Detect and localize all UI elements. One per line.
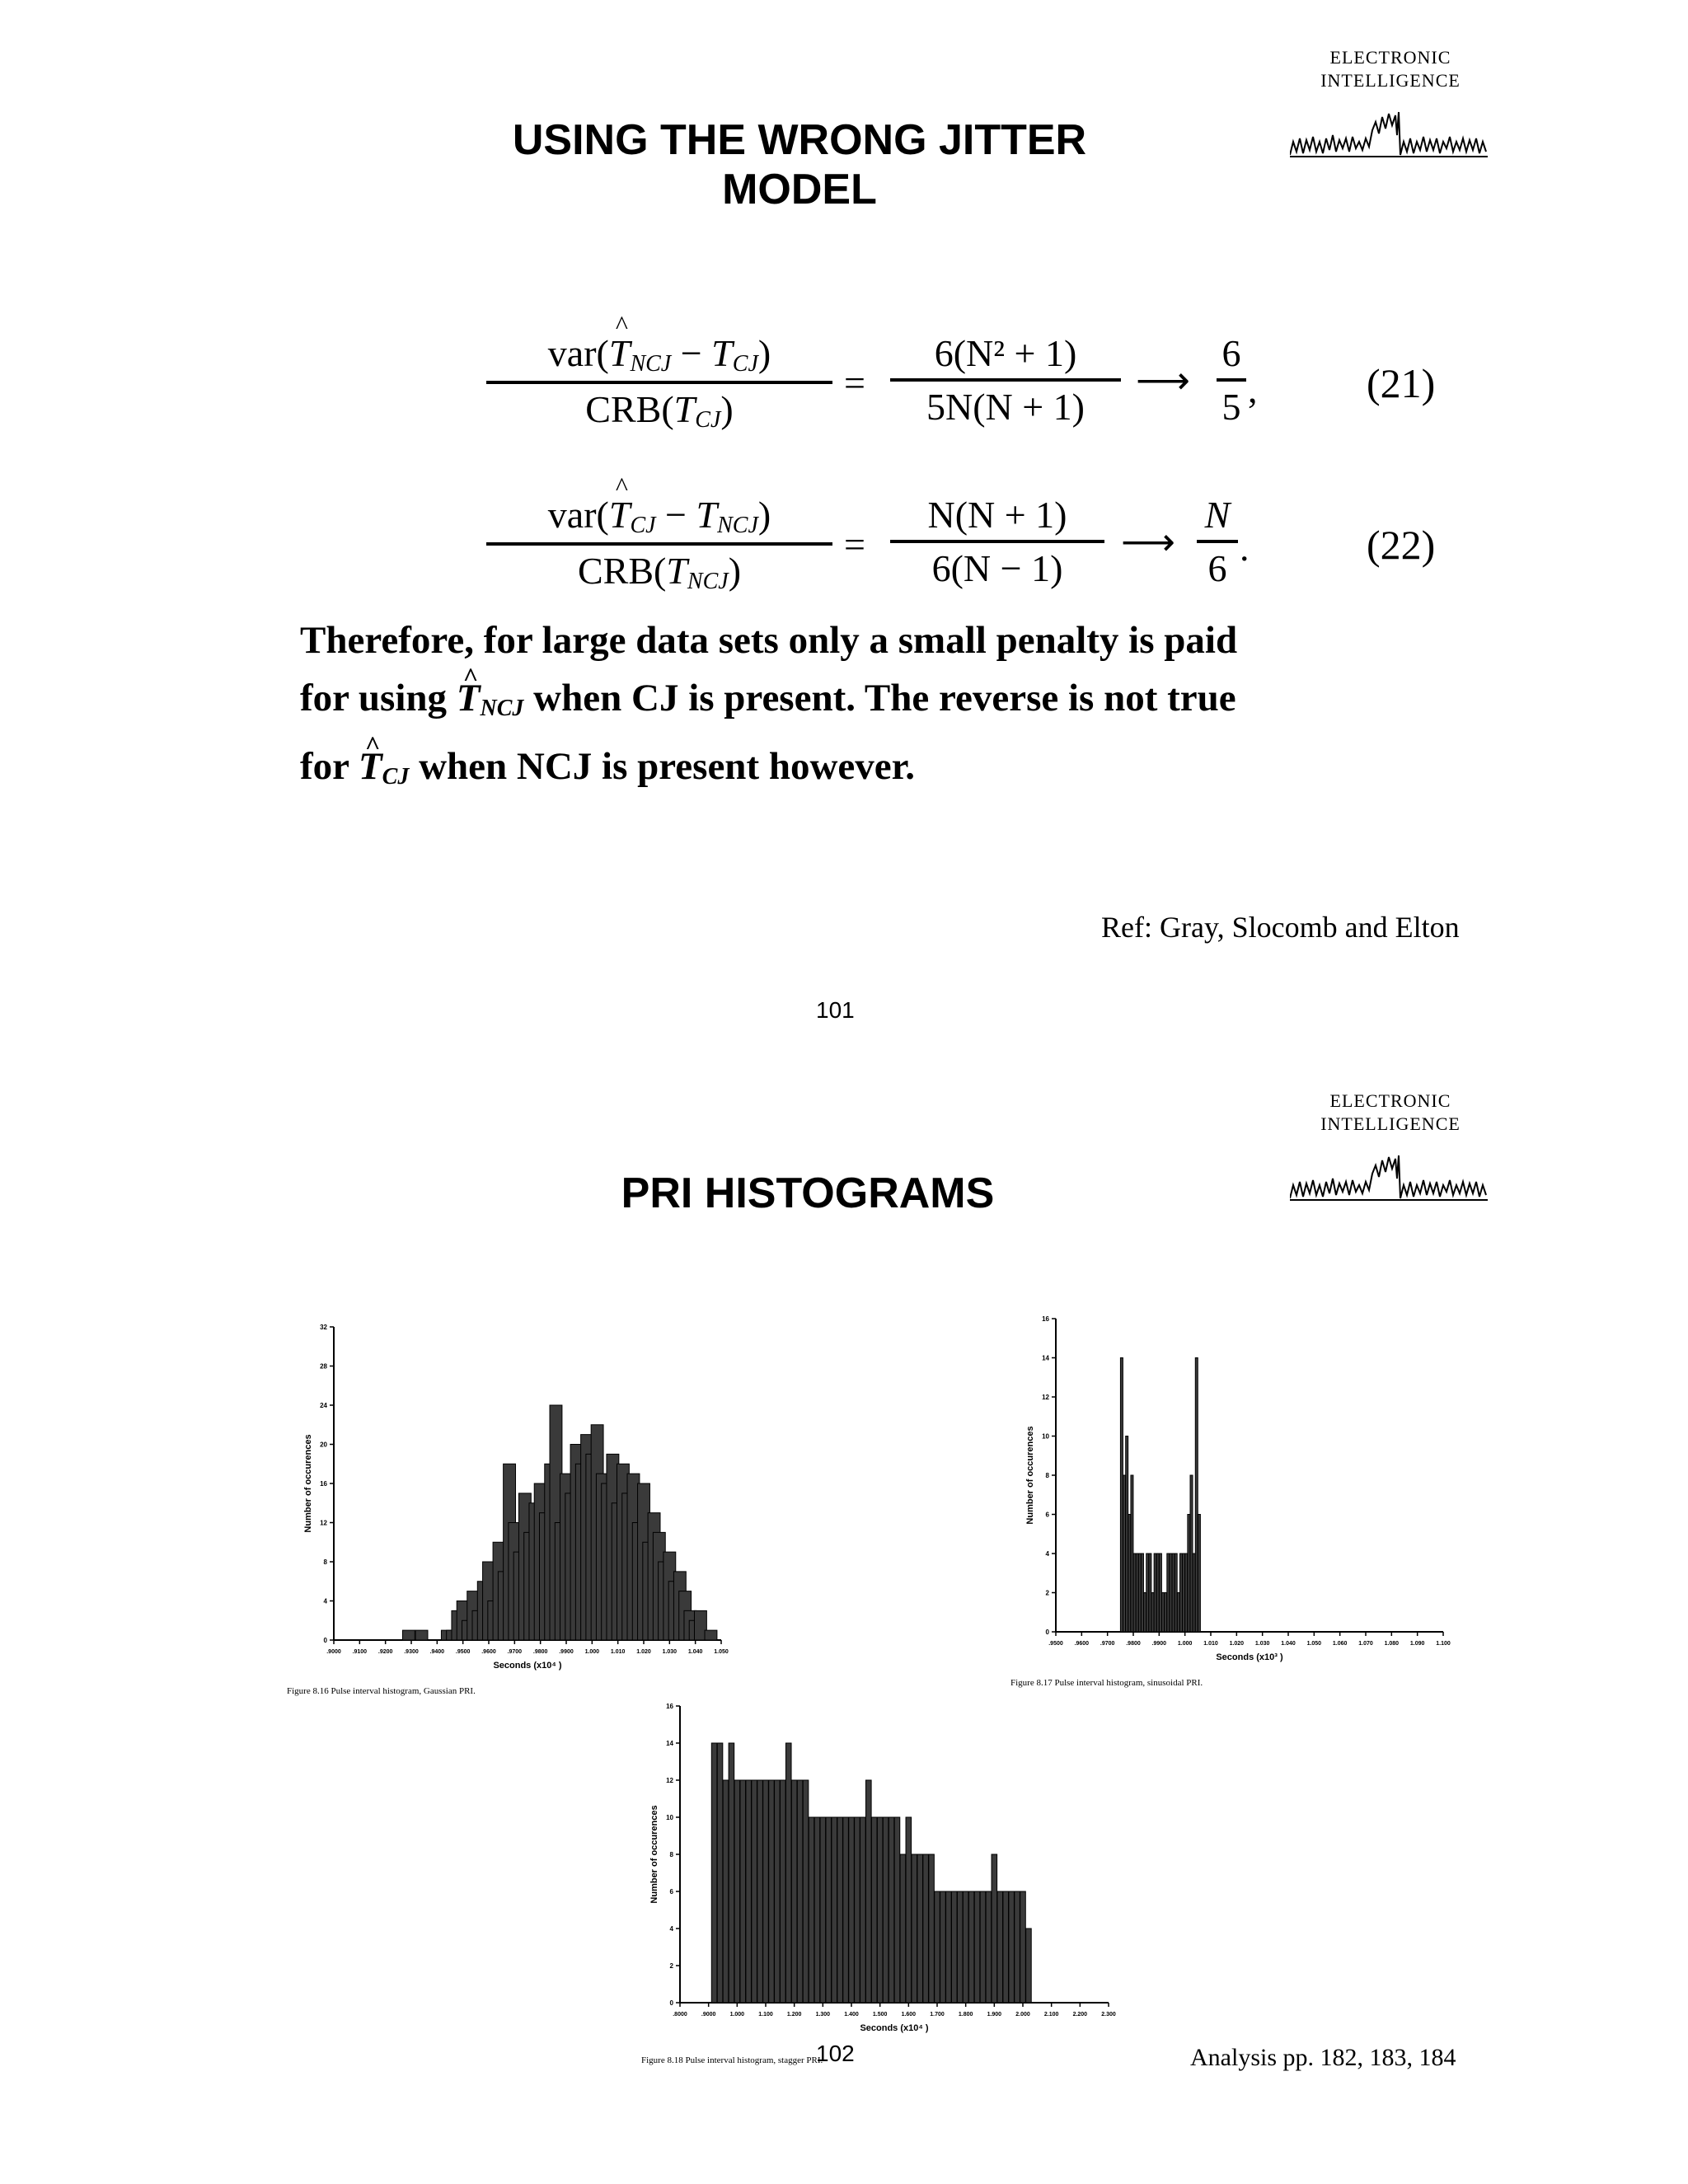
x-tick-label: 1.090: [1409, 1641, 1425, 1647]
y-tick-label: 28: [320, 1362, 327, 1371]
x-axis-label: Seconds (x10⁴ ): [860, 2023, 929, 2033]
page-number-102: 102: [816, 2041, 855, 2066]
histogram-bar: [769, 1780, 775, 2003]
histogram-bar: [837, 1817, 843, 2003]
histogram-bar: [1154, 1554, 1156, 1632]
histogram-bar: [1138, 1554, 1141, 1632]
eq21-number: (21): [1367, 360, 1436, 406]
eq22-limit-fraction: [1197, 493, 1238, 590]
eq22-lhs-num-post: ): [757, 494, 771, 536]
histogram-bar: [1179, 1554, 1182, 1632]
eq22-lhs-num-pre: var(: [547, 494, 609, 536]
x-tick-label: 1.100: [758, 2012, 773, 2018]
histogram-bar: [1128, 1515, 1131, 1633]
eq22-lhs-bar: [486, 542, 832, 546]
y-tick-label: 8: [1045, 1472, 1049, 1479]
eq22-lhs-num-t1: ^ T: [609, 493, 631, 537]
x-tick-label: .9500: [1048, 1641, 1063, 1647]
logo-line1: ELECTRONIC: [1329, 1090, 1451, 1111]
x-axis-label: Seconds (x10⁴ ): [493, 1661, 562, 1671]
eq21-equals: =: [844, 362, 865, 404]
eq22-limit-den: 6: [1207, 547, 1227, 589]
histogram-bar: [740, 1780, 746, 2003]
histogram-bar: [1198, 1515, 1200, 1633]
reference-text: Ref: Gray, Slocomb and Elton: [1101, 911, 1460, 944]
histogram-bar: [1159, 1554, 1161, 1632]
histogram-bar: [877, 1817, 883, 2003]
x-tick-label: .9900: [559, 1649, 574, 1655]
histogram-bar: [866, 1780, 872, 2003]
histogram-bar: [1141, 1554, 1143, 1632]
y-tick-label: 16: [320, 1480, 327, 1488]
x-tick-label: 1.040: [687, 1649, 703, 1655]
logo-line2: INTELLIGENCE: [1320, 1113, 1461, 1134]
histogram-bar: [809, 1817, 814, 2003]
x-tick-label: .9100: [352, 1649, 368, 1655]
x-tick-label: 1.600: [901, 2012, 917, 2018]
histogram-bar: [843, 1817, 849, 2003]
x-tick-label: 1.070: [1358, 1641, 1373, 1647]
y-tick-label: 4: [1045, 1550, 1049, 1558]
histogram-bar: [980, 1891, 986, 2003]
x-tick-label: .9200: [377, 1649, 393, 1655]
histogram-bar: [912, 1854, 917, 2003]
eq21-punct: ,: [1248, 368, 1258, 410]
logo-line1: ELECTRONIC: [1329, 47, 1451, 68]
histogram-bar: [1177, 1593, 1179, 1633]
y-tick-label: 20: [320, 1441, 327, 1449]
histogram-bar: [946, 1891, 952, 2003]
x-tick-label: .9800: [532, 1649, 548, 1655]
eq22-lhs-den-post: ): [728, 550, 742, 592]
x-tick-label: 1.000: [729, 2012, 745, 2018]
histogram-bar: [1183, 1554, 1185, 1632]
x-tick-label: .9600: [1074, 1641, 1090, 1647]
histogram-bar: [826, 1817, 832, 2003]
histogram-bar: [1131, 1475, 1133, 1632]
y-tick-label: 8: [669, 1851, 673, 1858]
histogram-bar: [803, 1780, 809, 2003]
x-tick-label: 2.300: [1101, 2012, 1116, 2018]
histogram-bar: [1126, 1436, 1128, 1633]
y-tick-label: 2: [1045, 1589, 1049, 1597]
x-tick-label: 1.400: [844, 2012, 859, 2018]
y-tick-label: 14: [1042, 1354, 1049, 1362]
y-tick-label: 14: [666, 1740, 673, 1747]
histogram-bar: [415, 1630, 428, 1640]
y-tick-label: 4: [669, 1925, 673, 1933]
eq21-lhs-den-t: T: [673, 388, 696, 430]
histogram-bar: [1149, 1554, 1151, 1632]
x-tick-label: .9600: [481, 1649, 496, 1655]
x-tick-label: 1.020: [636, 1649, 651, 1655]
title-line-2: MODEL: [722, 166, 877, 213]
eq21-lhs-num-s2: CJ: [732, 351, 758, 377]
histogram-bar: [968, 1891, 974, 2003]
para-line-2a: for using: [300, 677, 457, 719]
x-tick-label: 1.500: [872, 2012, 888, 2018]
histogram-bar: [705, 1630, 717, 1640]
eq21-limit-den: 5: [1221, 386, 1241, 428]
x-tick-label: 1.200: [786, 2012, 802, 2018]
histogram-bar: [883, 1817, 889, 2003]
signal-logo-icon: [1290, 105, 1488, 158]
eq21-rhs-den: 5N(N + 1): [926, 386, 1085, 428]
x-tick-label: 1.050: [1306, 1641, 1322, 1647]
x-tick-label: 1.010: [1203, 1641, 1218, 1647]
histogram-sinusoidal: [1019, 1310, 1480, 1673]
histogram-bar: [717, 1743, 723, 2003]
histogram-bar: [746, 1780, 752, 2003]
histogram-bar: [957, 1891, 963, 2003]
eq22-equals: =: [844, 523, 865, 565]
histogram-bar: [860, 1817, 866, 2003]
eq22-lhs-num-t2: T: [696, 494, 718, 536]
histogram-bar: [1123, 1475, 1126, 1632]
histogram-bar: [871, 1817, 877, 2003]
histogram-bar: [757, 1780, 763, 2003]
histogram-bar: [894, 1817, 900, 2003]
histogram-bar: [1136, 1554, 1138, 1632]
page-number-101: 101: [816, 997, 855, 1023]
y-tick-label: 12: [1042, 1394, 1049, 1401]
eq22-rhs-num: N(N + 1): [927, 494, 1067, 536]
eq21-rhs-num: 6(N² + 1): [934, 332, 1077, 374]
histogram-bar: [900, 1854, 906, 2003]
eq22-lhs-den-t: T: [666, 550, 687, 592]
eq21-rhs-fraction: [890, 331, 1121, 429]
logo-text-top: [1296, 46, 1485, 92]
eq22-lhs-den-pre: CRB(: [577, 550, 667, 592]
fig18-caption: Figure 8.18 Pulse interval histogram, stagger PRI.: [641, 2055, 823, 2065]
eq22-arrow: ⟶: [1121, 521, 1175, 563]
histogram-bar: [889, 1817, 894, 2003]
y-tick-label: 0: [669, 1999, 673, 2007]
x-tick-label: 1.030: [662, 1649, 678, 1655]
y-axis-label: Number of occurences: [303, 1434, 313, 1533]
x-tick-label: 1.000: [1177, 1641, 1193, 1647]
eq22-limit-num: N: [1204, 494, 1231, 536]
x-tick-label: 2.100: [1043, 2012, 1059, 2018]
histogram-bar: [814, 1817, 820, 2003]
histogram-bar: [1144, 1593, 1146, 1633]
eq21-lhs-den-s: CJ: [695, 407, 721, 433]
para-line-2-s: NCJ: [480, 696, 524, 721]
para-line-3: [300, 738, 1454, 806]
histogram-bar: [1167, 1554, 1170, 1632]
x-tick-label: .8000: [673, 2012, 687, 2018]
eq21-lhs-num-post: ): [757, 332, 771, 374]
y-tick-label: 16: [666, 1703, 673, 1710]
x-tick-label: 2.200: [1072, 2012, 1088, 2018]
histogram-stagger: [643, 1698, 1137, 2044]
y-tick-label: 12: [666, 1777, 673, 1784]
y-tick-label: 6: [669, 1888, 673, 1896]
para-line-2b: when CJ is present. The reverse is not true: [523, 677, 1236, 719]
histogram-bar: [791, 1780, 797, 2003]
eq21-limit-num: 6: [1221, 332, 1241, 374]
x-tick-label: 1.300: [815, 2012, 831, 2018]
y-tick-label: 10: [666, 1814, 673, 1821]
y-tick-label: 8: [323, 1558, 327, 1566]
eq21-arrow: ⟶: [1136, 359, 1190, 401]
histogram-bar: [929, 1854, 935, 2003]
x-tick-label: 1.080: [1384, 1641, 1400, 1647]
eq21-lhs-num-t1: ^ T: [609, 331, 631, 375]
histogram-bar: [1015, 1891, 1020, 2003]
eq22-lhs-num-s1: CJ: [630, 513, 656, 538]
histogram-bar: [1151, 1593, 1154, 1633]
x-tick-label: .9800: [1126, 1641, 1141, 1647]
histogram-bar: [1188, 1515, 1190, 1633]
histogram-bar: [940, 1891, 946, 2003]
eq22-rhs-fraction: [890, 493, 1104, 590]
histogram-bar: [1170, 1554, 1172, 1632]
eq21-lhs-num-s1: NCJ: [630, 351, 672, 377]
x-tick-label: .9000: [701, 2012, 716, 2018]
x-tick-label: .9700: [1100, 1641, 1115, 1647]
x-tick-label: 1.050: [714, 1649, 729, 1655]
x-tick-label: 1.030: [1254, 1641, 1270, 1647]
histogram-bar: [1026, 1929, 1032, 2003]
x-tick-label: 2.000: [1015, 2012, 1030, 2018]
histogram-bar: [1175, 1554, 1177, 1632]
eq21-limit-fraction: [1217, 331, 1246, 429]
histogram-bar: [785, 1743, 791, 2003]
histogram-bar: [1162, 1593, 1165, 1633]
x-axis-label: Seconds (x10³ ): [1216, 1652, 1283, 1662]
slide-title: [379, 115, 1220, 214]
title-line-1: USING THE WRONG JITTER: [512, 116, 1087, 164]
logo-text-bottom: [1296, 1090, 1485, 1136]
histogram-bar: [781, 1780, 786, 2003]
eq22-number: (22): [1367, 522, 1436, 568]
x-tick-label: .9400: [429, 1649, 445, 1655]
eq22-punct: .: [1240, 527, 1250, 569]
histogram-bar: [935, 1891, 940, 2003]
histogram-gaussian: [297, 1319, 758, 1681]
y-tick-label: 6: [1045, 1511, 1049, 1519]
y-tick-label: 10: [1042, 1432, 1049, 1441]
x-tick-label: 1.100: [1436, 1641, 1451, 1647]
eq22-rhs-den: 6(N − 1): [931, 547, 1063, 589]
eq22-limit-bar: [1197, 540, 1238, 543]
histogram-bar: [906, 1817, 912, 2003]
histogram-bar: [1020, 1891, 1026, 2003]
y-tick-label: 16: [1042, 1315, 1049, 1323]
histogram-bar: [1190, 1475, 1193, 1632]
x-tick-label: 1.000: [584, 1649, 600, 1655]
para-line-2: [300, 669, 1454, 738]
eq21-lhs-bar: [486, 381, 832, 384]
eq21-lhs-num-t2: T: [711, 332, 733, 374]
x-tick-label: 1.040: [1281, 1641, 1296, 1647]
eq21-lhs-num-mid: −: [671, 332, 712, 374]
slide2-title: PRI HISTOGRAMS: [621, 1169, 995, 1217]
x-tick-label: 1.800: [958, 2012, 973, 2018]
histogram-bar: [917, 1854, 923, 2003]
histogram-bar: [849, 1817, 855, 2003]
para-line-1: Therefore, for large data sets only a small penalty is paid: [300, 619, 1238, 662]
eq21-lhs-fraction: [486, 331, 832, 434]
histogram-bar: [855, 1817, 860, 2003]
histogram-bar: [1185, 1554, 1188, 1632]
histogram-bar: [952, 1891, 958, 2003]
histogram-bar: [1003, 1891, 1009, 2003]
x-tick-label: 1.060: [1332, 1641, 1348, 1647]
histogram-bar: [734, 1780, 740, 2003]
histogram-bar: [997, 1891, 1003, 2003]
histogram-bar: [729, 1743, 734, 2003]
y-tick-label: 4: [323, 1597, 327, 1605]
histogram-bar: [986, 1891, 992, 2003]
y-tick-label: 2: [669, 1962, 673, 1970]
para-line-3a: for: [300, 745, 359, 788]
x-tick-label: .9500: [455, 1649, 471, 1655]
histogram-bar: [1193, 1554, 1195, 1632]
x-tick-label: .9300: [404, 1649, 419, 1655]
eq21-lhs-den-post: ): [720, 388, 734, 430]
body-paragraph: [300, 612, 1454, 806]
histogram-bar: [1146, 1554, 1149, 1632]
histogram-bar: [1009, 1891, 1015, 2003]
histogram-bar: [1120, 1358, 1123, 1633]
histogram-bar: [992, 1854, 997, 2003]
x-tick-label: 1.700: [930, 2012, 945, 2018]
para-line-3-t: ^ T: [359, 738, 382, 795]
histogram-bar: [797, 1780, 803, 2003]
histogram-bar: [711, 1743, 717, 2003]
fig17-caption: Figure 8.17 Pulse interval histogram, sinusoidal PRI.: [1010, 1678, 1203, 1688]
eq21-rhs-bar: [890, 378, 1121, 382]
y-tick-label: 0: [323, 1637, 327, 1644]
histogram-bar: [1172, 1554, 1175, 1632]
y-tick-label: 32: [320, 1324, 327, 1331]
histogram-bar: [775, 1780, 781, 2003]
eq21-lhs-num-pre: var(: [547, 332, 609, 374]
logo-line2: INTELLIGENCE: [1320, 70, 1461, 91]
eq22-lhs-fraction: [486, 493, 832, 595]
histogram-bar: [402, 1630, 415, 1640]
histogram-bar: [763, 1780, 769, 2003]
y-tick-label: 0: [1045, 1629, 1049, 1636]
analysis-reference: Analysis pp. 182, 183, 184: [1190, 2044, 1456, 2071]
y-axis-label: Number of occurences: [1025, 1426, 1035, 1525]
eq21-lhs-den-pre: CRB(: [585, 388, 674, 430]
eq22-rhs-bar: [890, 540, 1104, 543]
histogram-bar: [923, 1854, 929, 2003]
y-tick-label: 12: [320, 1519, 327, 1527]
histogram-bar: [723, 1780, 729, 2003]
histogram-bar: [1156, 1554, 1159, 1632]
x-tick-label: .9900: [1151, 1641, 1167, 1647]
eq22-lhs-num-s2: NCJ: [717, 513, 758, 538]
para-line-3-s: CJ: [382, 764, 410, 790]
histogram-bar: [1195, 1358, 1198, 1633]
histogram-bar: [1133, 1554, 1136, 1632]
x-tick-label: 1.020: [1229, 1641, 1245, 1647]
eq21-limit-bar: [1217, 378, 1246, 382]
para-line-2-t: ^ T: [457, 669, 481, 727]
histogram-bar: [963, 1891, 968, 2003]
eq22-lhs-num-mid: −: [655, 494, 696, 536]
x-tick-label: 1.900: [987, 2012, 1002, 2018]
eq22-lhs-den-s: NCJ: [687, 569, 729, 594]
para-line-3b: when NCJ is present however.: [409, 745, 915, 788]
x-tick-label: .9000: [326, 1649, 341, 1655]
histogram-bar: [832, 1817, 837, 2003]
y-tick-label: 24: [320, 1402, 327, 1409]
histogram-bar: [820, 1817, 826, 2003]
x-tick-label: .9700: [507, 1649, 523, 1655]
signal-logo-icon: [1290, 1149, 1488, 1202]
fig16-caption: Figure 8.16 Pulse interval histogram, Gaussian PRI.: [287, 1686, 476, 1696]
histogram-bar: [752, 1780, 757, 2003]
y-axis-label: Number of occurences: [649, 1805, 659, 1904]
histogram-bar: [1165, 1593, 1167, 1633]
x-tick-label: 1.010: [610, 1649, 626, 1655]
histogram-bar: [974, 1891, 980, 2003]
